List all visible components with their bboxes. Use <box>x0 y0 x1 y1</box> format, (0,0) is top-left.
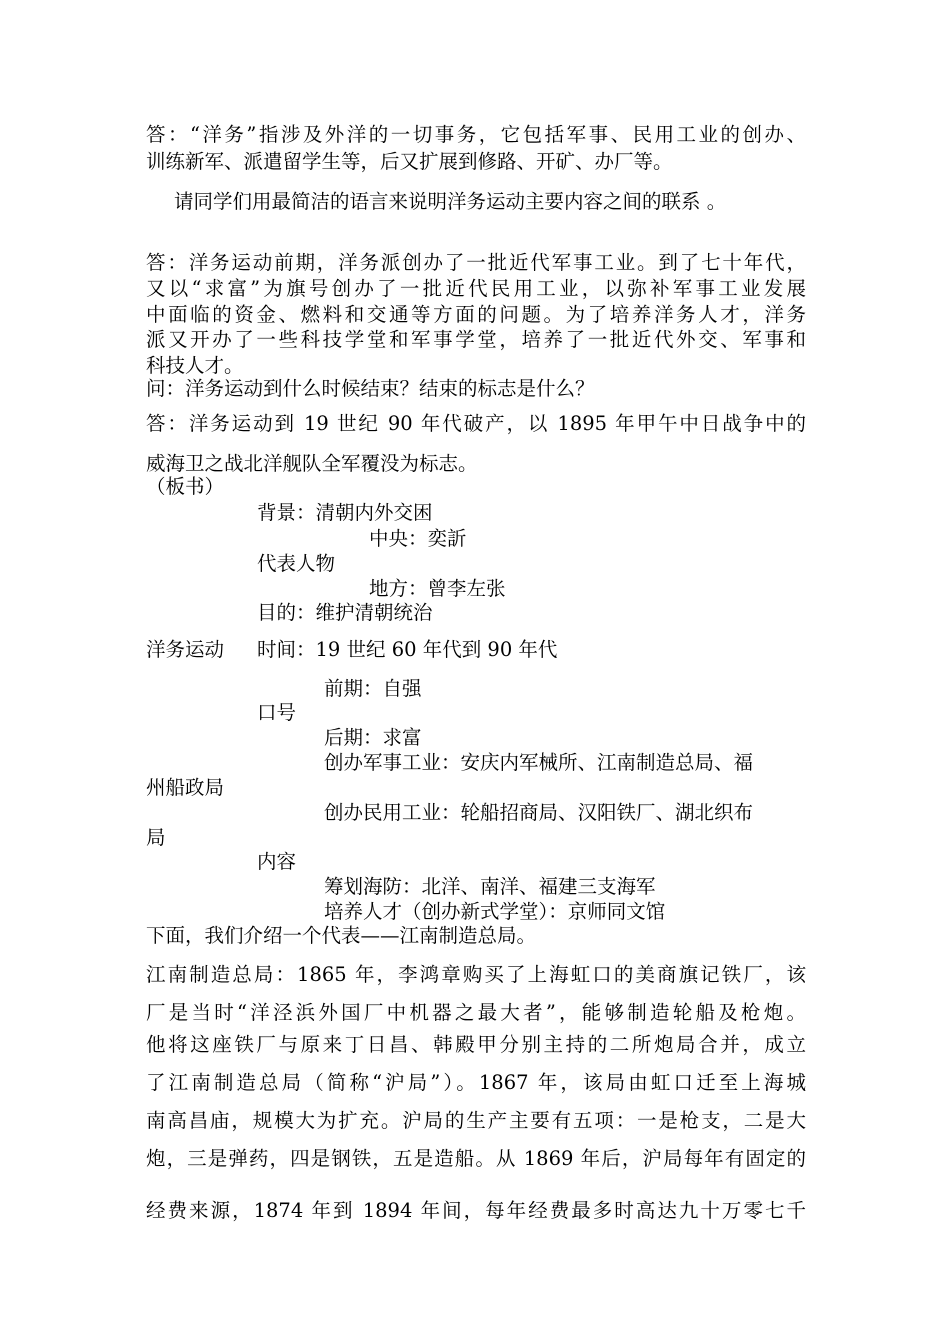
answer-line-2: 训练新军、派遣留学生等，后又扩展到修路、开矿、办厂等。 <box>146 150 673 173</box>
jiangnan-line-2: 厂是当时“洋泾浜外国厂中机器之最大者”，能够制造轮船及枪炮。 <box>146 1001 806 1024</box>
outline-late-slogan: 后期：求富 <box>324 726 422 749</box>
intro-line: 下面，我们介绍一个代表——江南制造总局。 <box>146 924 537 947</box>
jiangnan-line-7: 经费来源，1874 年到 1894 年间，每年经费最多时高达九十万零七千 <box>146 1199 806 1222</box>
blackboard-label: （板书） <box>146 475 225 498</box>
outline-root: 洋务运动 <box>146 638 225 661</box>
outline-purpose: 目的：维护清朝统治 <box>257 601 433 624</box>
answer2-line-5: 科技人才。 <box>146 354 244 377</box>
jiangnan-line-6: 炮，三是弹药，四是钢铁，五是造船。从 1869 年后，沪局每年有固定的 <box>146 1147 806 1170</box>
outline-coastal-defense: 筹划海防：北洋、南洋、福建三支海军 <box>324 875 656 898</box>
outline-time: 时间：19 世纪 60 年代到 90 年代 <box>257 638 558 661</box>
jiangnan-line-3: 他将这座铁厂与原来丁日昌、韩殿甲分别主持的二所炮局合并，成立 <box>146 1033 806 1056</box>
answer3-line-2: 威海卫之战北洋舰队全军覆没为标志。 <box>146 452 478 475</box>
answer3-line-1: 答：洋务运动到 19 世纪 90 年代破产，以 1895 年甲午中日战争中的 <box>146 412 806 435</box>
answer2-line-3: 中面临的资金、燃料和交通等方面的问题。为了培养洋务人才，洋务 <box>146 303 806 326</box>
outline-content: 内容 <box>257 850 297 873</box>
outline-background: 背景：清朝内外交困 <box>257 501 433 524</box>
outline-talent: 培养人才（创办新式学堂）：京师同文馆 <box>324 900 666 923</box>
outline-civil-industry-cont: 局 <box>146 826 166 849</box>
outline-local: 地方：曾李左张 <box>369 577 506 600</box>
answer-line-1: 答：“洋务”指涉及外洋的一切事务，它包括军事、民用工业的创办、 <box>146 123 806 146</box>
outline-early-slogan: 前期：自强 <box>324 677 422 700</box>
outline-slogan: 口号 <box>257 701 297 724</box>
question-line: 问：洋务运动到什么时候结束？结束的标志是什么？ <box>146 377 595 400</box>
outline-civil-industry: 创办民用工业：轮船招商局、汉阳铁厂、湖北织布 <box>324 801 754 824</box>
jiangnan-line-4: 了江南制造总局（简称“沪局”）。1867 年，该局由虹口迁至上海城 <box>146 1071 806 1094</box>
outline-central: 中央：奕訢 <box>369 527 467 550</box>
outline-representatives: 代表人物 <box>257 552 336 575</box>
answer2-line-4: 派又开办了一些科技学堂和军事学堂，培养了一批近代外交、军事和 <box>146 328 806 351</box>
jiangnan-line-5: 南高昌庙，规模大为扩充。沪局的生产主要有五项：一是枪支，二是大 <box>146 1109 806 1132</box>
answer2-line-2: 又以“求富”为旗号创办了一批近代民用工业，以弥补军事工业发展 <box>146 277 806 300</box>
jiangnan-line-1: 江南制造总局：1865 年，李鸿章购买了上海虹口的美商旗记铁厂，该 <box>146 963 806 986</box>
outline-military-industry-cont: 州船政局 <box>146 776 225 799</box>
outline-military-industry: 创办军事工业：安庆内军械所、江南制造总局、福 <box>324 751 754 774</box>
question-prompt: 请同学们用最简洁的语言来说明洋务运动主要内容之间的联系 。 <box>174 190 727 213</box>
answer2-line-1: 答：洋务运动前期，洋务派创办了一批近代军事工业。到了七十年代， <box>146 251 806 274</box>
